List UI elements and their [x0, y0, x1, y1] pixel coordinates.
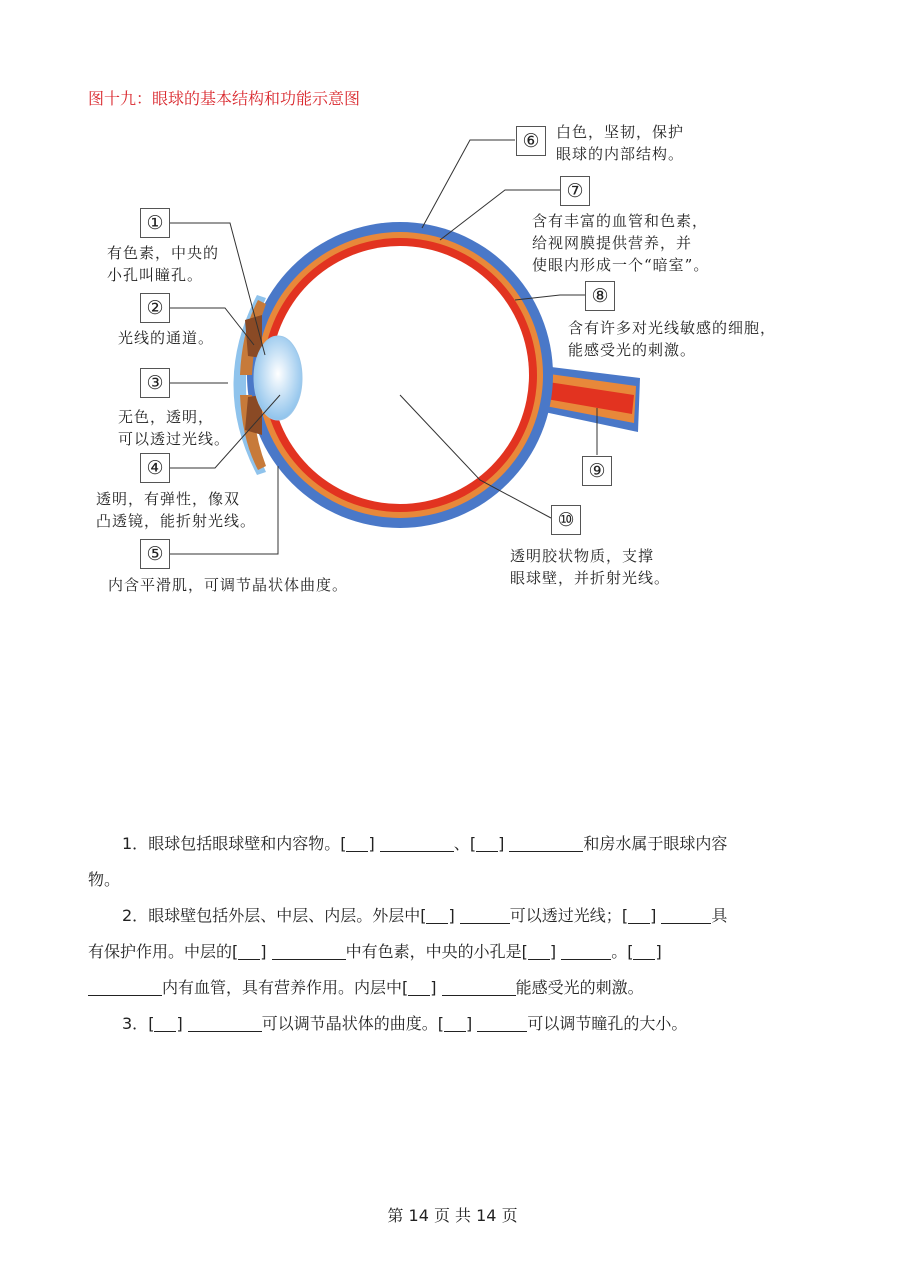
label-1-desc: 有色素，中央的 小孔叫瞳孔。	[107, 244, 220, 284]
answer-blank[interactable]	[444, 1013, 466, 1032]
label-4: ④	[140, 453, 170, 483]
answer-blank[interactable]	[188, 1013, 262, 1032]
answer-blank[interactable]	[442, 977, 516, 996]
answer-blank[interactable]	[380, 833, 454, 852]
question-1: 1．眼球包括眼球壁和内容物。[ ] 、[ ] 和房水属于眼球内容 物。	[88, 834, 728, 889]
answer-blank[interactable]	[88, 977, 162, 996]
answer-blank[interactable]	[460, 905, 510, 924]
answer-blank[interactable]	[154, 1013, 176, 1032]
label-6: ⑥	[516, 126, 546, 156]
label-7: ⑦	[560, 176, 590, 206]
label-8-desc: 含有许多对光线敏感的细胞， 能感受光的刺激。	[568, 319, 777, 359]
answer-blank[interactable]	[509, 833, 583, 852]
page-footer: 第 14 页 共 14 页	[387, 1206, 518, 1225]
label-1: ①	[140, 208, 170, 238]
label-4-desc: 透明，有弹性，像双 凸透镜，能折射光线。	[96, 490, 257, 530]
label-9: ⑨	[582, 456, 612, 486]
vitreous-body	[271, 246, 529, 504]
answer-blank[interactable]	[272, 941, 346, 960]
answer-blank[interactable]	[408, 977, 430, 996]
label-3: ③	[140, 368, 170, 398]
label-10: ⑩	[551, 505, 581, 535]
lens	[254, 336, 302, 420]
label-2: ②	[140, 293, 170, 323]
label-5-desc: 内含平滑肌，可调节晶状体曲度。	[108, 576, 349, 594]
answer-blank[interactable]	[633, 941, 655, 960]
answer-blank[interactable]	[561, 941, 611, 960]
label-8: ⑧	[585, 281, 615, 311]
answer-blank[interactable]	[346, 833, 368, 852]
answer-blank[interactable]	[477, 1013, 527, 1032]
label-6-desc: 白色，坚韧，保护 眼球的内部结构。	[556, 123, 685, 163]
label-7-desc: 含有丰富的血管和色素， 给视网膜提供营养，并 使眼内形成一个“暗室”。	[532, 212, 710, 274]
figure-title: 图十九：眼球的基本结构和功能示意图	[88, 89, 361, 108]
answer-blank[interactable]	[238, 941, 260, 960]
label-3-desc: 无色，透明， 可以透过光线。	[118, 408, 231, 448]
label-10-desc: 透明胶状物质，支撑 眼球壁，并折射光线。	[510, 547, 671, 587]
answer-blank[interactable]	[628, 905, 650, 924]
answer-blank[interactable]	[426, 905, 448, 924]
answer-blank[interactable]	[528, 941, 550, 960]
answer-blank[interactable]	[661, 905, 711, 924]
question-3: 3．[ ] 可以调节晶状体的曲度。[ ] 可以调节瞳孔的大小。	[122, 1014, 688, 1033]
label-2-desc: 光线的通道。	[118, 329, 215, 347]
question-2: 2．眼球壁包括外层、中层、内层。外层中[ ] 可以透过光线；[ ] 具 有保护作用。中层的[ ] 中有色素，中央的小孔是[ ] 。[ ] 内有血管，具有营养作用。内层中[ ] 能感受光的刺激。	[88, 906, 728, 997]
answer-blank[interactable]	[476, 833, 498, 852]
label-5: ⑤	[140, 539, 170, 569]
